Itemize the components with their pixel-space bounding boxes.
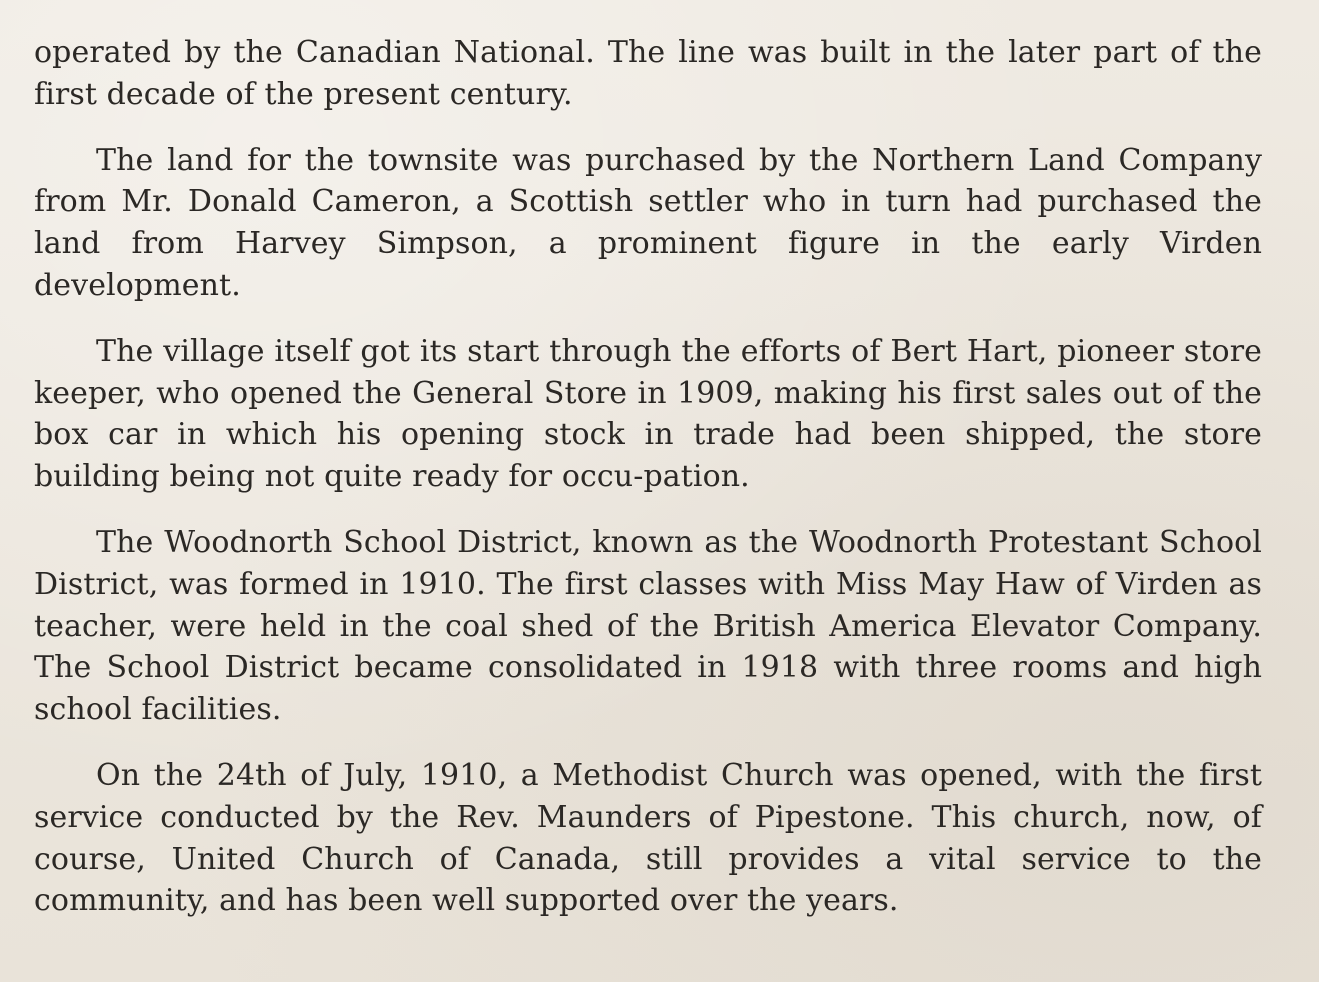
paragraph-3: The village itself got its start through the efforts of Bert Hart, pioneer store keeper, who opened the General Store in 1909, making his first sales out of the box car in which his opening stock in trade had been shipped, the store building being not quite ready for occu-pation. — [34, 333, 1262, 495]
paragraph-4: The Woodnorth School District, known as the Woodnorth Protestant School District, was formed in 1910. The first classes with Miss May Haw of Virden as teacher, were held in the coal shed of the British America Elevator Company. The School District became consolidated in 1918 with three rooms and high school facilities. — [34, 524, 1262, 728]
paragraph-2: The land for the townsite was purchased by the Northern Land Company from Mr. Donald Cameron, a Scottish settler who in turn had purchased the land from Harvey Simpson, a prominent figure in the early Virden development. — [34, 142, 1262, 303]
paragraph-1: operated by the Canadian National. The line was built in the later part of the first decade of the present century. — [34, 35, 1262, 112]
body-text — [34, 32, 1262, 922]
paragraph-5: On the 24th of July, 1910, a Methodist Church was opened, with the first service conducted by the Rev. Maunders of Pipestone. This church, now, of course, United Church of Canada, still provides a vital service to the community, and has been well supported over the years. — [34, 757, 1262, 919]
